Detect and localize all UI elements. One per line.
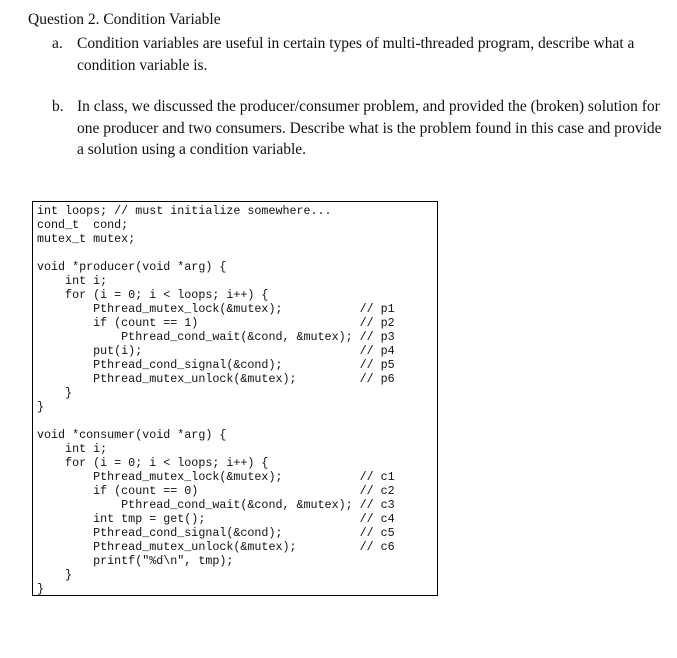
- part-a-text: Condition variables are useful in certain types of multi-threaded program, describe what a condition variable is.: [77, 35, 635, 74]
- code-line: }: [37, 400, 45, 414]
- code-line: int loops; // must initialize somewhere...: [37, 204, 332, 218]
- code-line: int tmp = get(); // c4: [37, 512, 395, 526]
- code-line: }: [37, 568, 73, 582]
- code-line: for (i = 0; i < loops; i++) {: [37, 456, 269, 470]
- code-line: Pthread_cond_signal(&cond); // c5: [37, 526, 395, 540]
- code-line: Pthread_cond_wait(&cond, &mutex); // c3: [37, 498, 395, 512]
- code-line: if (count == 1) // p2: [37, 316, 395, 330]
- code-listing: [37, 204, 395, 596]
- code-line: Pthread_cond_wait(&cond, &mutex); // p3: [37, 330, 395, 344]
- code-line: void *producer(void *arg) {: [37, 260, 227, 274]
- code-line: printf("%d\n", tmp);: [37, 554, 234, 568]
- code-line: int i;: [37, 442, 108, 456]
- question-title: Question 2. Condition Variable: [28, 11, 221, 28]
- question-part-b: [52, 96, 662, 161]
- part-b-text: In class, we discussed the producer/consumer problem, and provided the (broken) solution for one producer and two consumers. Describe what is the problem found in this case and provide a solution using a condition variable.: [77, 98, 662, 158]
- code-line: Pthread_mutex_unlock(&mutex); // p6: [37, 372, 395, 386]
- code-line: Pthread_mutex_lock(&mutex); // c1: [37, 470, 395, 484]
- code-line: Pthread_mutex_unlock(&mutex); // c6: [37, 540, 395, 554]
- code-line: put(i); // p4: [37, 344, 395, 358]
- code-line: Pthread_cond_signal(&cond); // p5: [37, 358, 395, 372]
- code-line: cond_t cond;: [37, 218, 129, 232]
- code-listing-box: [32, 201, 438, 596]
- question-part-a: [52, 33, 662, 76]
- code-line: void *consumer(void *arg) {: [37, 428, 227, 442]
- code-line: int i;: [37, 274, 108, 288]
- code-line: for (i = 0; i < loops; i++) {: [37, 288, 269, 302]
- code-line: mutex_t mutex;: [37, 232, 136, 246]
- part-a-marker: a.: [52, 35, 63, 52]
- code-line: }: [37, 582, 45, 596]
- code-line: if (count == 0) // c2: [37, 484, 395, 498]
- code-line: [37, 246, 395, 260]
- code-line: [37, 414, 395, 428]
- code-line: }: [37, 386, 73, 400]
- part-b-marker: b.: [52, 98, 64, 115]
- code-line: Pthread_mutex_lock(&mutex); // p1: [37, 302, 395, 316]
